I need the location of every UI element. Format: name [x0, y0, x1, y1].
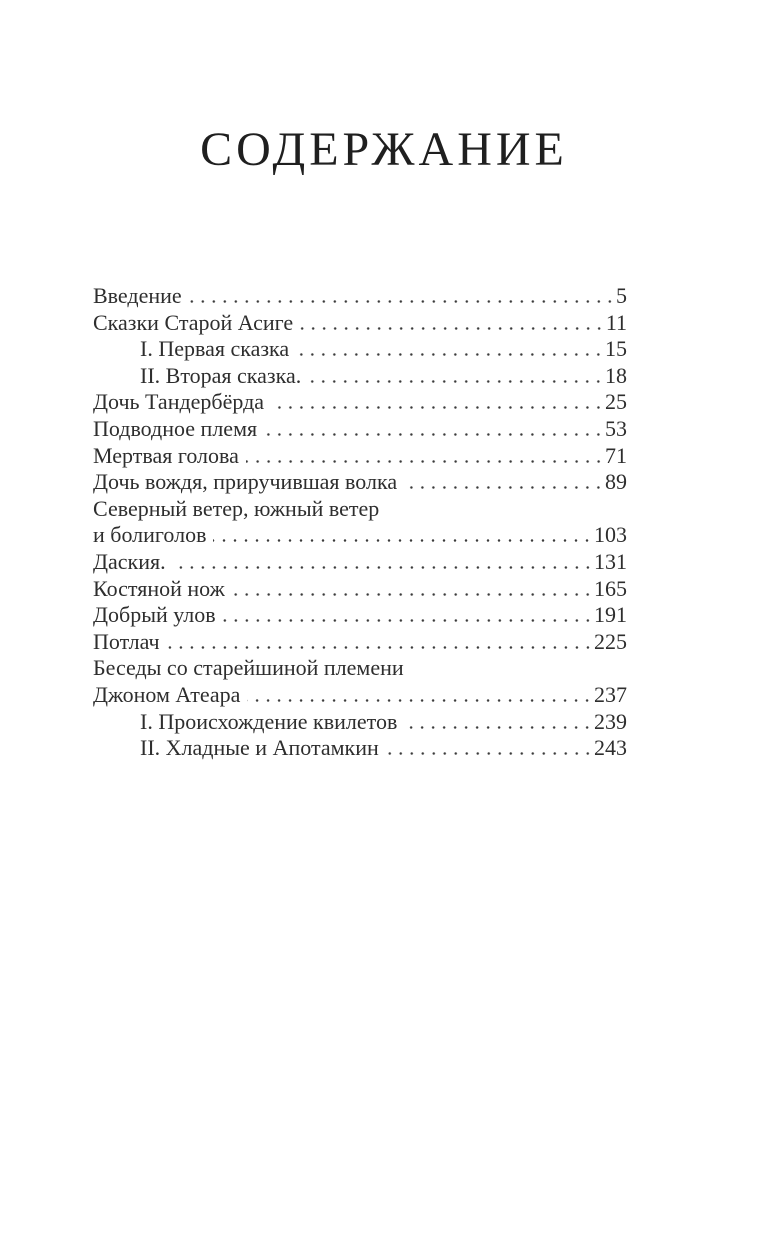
toc-entry-page: 71: [605, 442, 627, 468]
toc-entry-page: 15: [605, 336, 627, 362]
dot-leader: [300, 327, 605, 330]
toc-entry: [93, 522, 627, 549]
toc-entry-page: 89: [605, 469, 627, 495]
toc-list: [93, 283, 627, 762]
toc-entry: [93, 735, 627, 762]
toc-entry-label: Даския.: [93, 548, 166, 574]
toc-entry: [93, 310, 627, 337]
dot-leader: [308, 380, 604, 383]
dot-leader: [247, 699, 593, 702]
toc-entry-page: 131: [594, 548, 627, 574]
toc-entry: [93, 629, 627, 656]
toc-entry-label: II. Хладные и Апотамкин: [140, 735, 379, 761]
toc-entry: [93, 576, 627, 603]
toc-entry-page: 191: [594, 602, 627, 628]
toc-entry-label: и болиголов: [93, 522, 207, 548]
toc-entry-label: Подводное племя: [93, 415, 258, 441]
toc-entry: [93, 469, 627, 496]
dot-leader: [189, 300, 615, 303]
dot-leader: [232, 593, 593, 596]
toc-entry: [93, 389, 627, 416]
toc-entry-label: Дочь вождя, приручившая волка: [93, 469, 398, 495]
toc-entry-page: 11: [605, 309, 627, 335]
toc-entry-label: Дочь Тандербёрда: [93, 389, 265, 415]
page-title: СОДЕРЖАНИЕ: [200, 123, 568, 176]
toc-entry: [93, 655, 627, 682]
toc-entry-label: Джоном Атеара: [93, 681, 241, 707]
toc-entry-page: 18: [605, 362, 627, 388]
toc-entry: [93, 709, 627, 736]
toc-entry: [93, 416, 627, 443]
toc-entry-page: 25: [605, 389, 627, 415]
dot-leader: [167, 646, 593, 649]
toc-entry-label: Северный ветер, южный ветер: [93, 495, 380, 521]
toc-entry: [93, 363, 627, 390]
toc-entry-page: 243: [594, 735, 627, 761]
dot-leader: [296, 353, 604, 356]
dot-leader: [223, 619, 593, 622]
toc-entry-page: 225: [594, 628, 627, 654]
toc-entry: [93, 283, 627, 310]
toc-entry-label: I. Происхождение квилетов: [140, 708, 398, 734]
toc-entry-label: Введение: [93, 283, 182, 308]
toc-entry-label: Беседы со старейшиной племени: [93, 655, 404, 681]
dot-leader: [386, 752, 593, 755]
toc-entry-page: 103: [594, 522, 627, 548]
dot-leader: [404, 726, 593, 729]
toc-entry-page: 165: [594, 575, 627, 601]
toc-entry-page: 53: [605, 415, 627, 441]
dot-leader: [246, 460, 604, 463]
dot-leader: [213, 539, 593, 542]
toc-entry-label: Сказки Старой Асиге: [93, 309, 294, 335]
toc-entry-label: II. Вторая сказка.: [140, 362, 302, 388]
toc-entry: [93, 602, 627, 629]
toc-entry-page: 237: [594, 681, 627, 707]
dot-leader: [404, 486, 604, 489]
toc-entry-label: Добрый улов: [93, 602, 216, 628]
toc-entry-label: Потлач: [93, 628, 160, 654]
dot-leader: [271, 406, 604, 409]
toc-entry-label: I. Первая сказка: [140, 336, 290, 362]
toc-entry-label: Костяной нож: [93, 575, 225, 601]
toc-entry-page: 239: [594, 708, 627, 734]
toc-entry: [93, 496, 627, 523]
toc-entry-page: 5: [616, 283, 627, 308]
toc-entry: [93, 443, 627, 470]
toc-entry-label: Мертвая голова: [93, 442, 239, 468]
dot-leader: [173, 566, 593, 569]
toc-entry: [93, 336, 627, 363]
dot-leader: [264, 433, 604, 436]
toc-entry: [93, 549, 627, 576]
toc-entry: [93, 682, 627, 709]
